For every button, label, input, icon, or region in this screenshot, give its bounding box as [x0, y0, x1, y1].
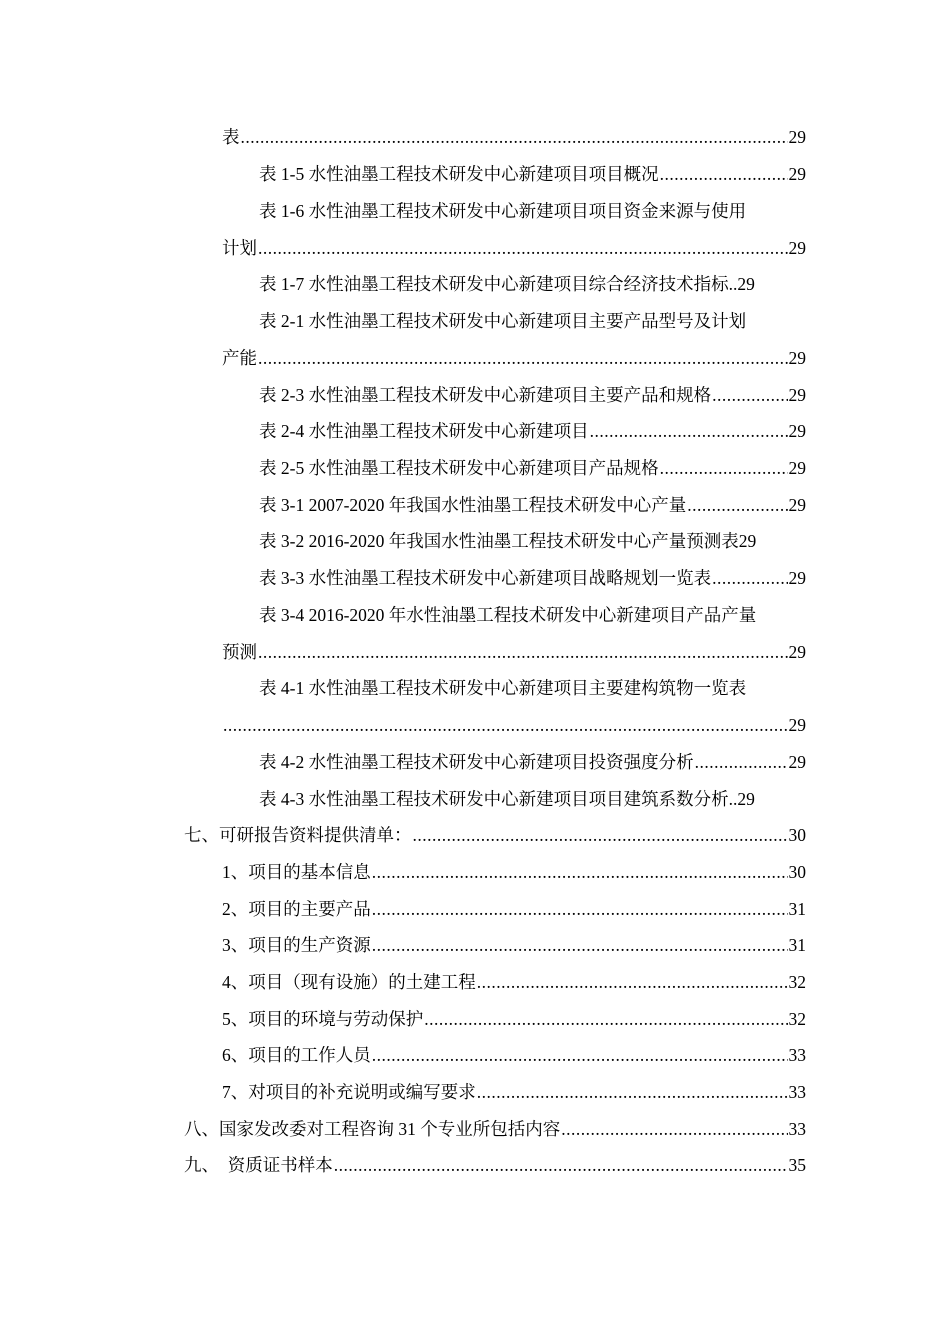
toc-entry-title: 表: [222, 127, 240, 147]
toc-entry[interactable]: [222, 1080, 806, 1104]
toc-entry[interactable]: [222, 897, 806, 921]
toc-entry-title: 表 2-3 水性油墨工程技术研发中心新建项目主要产品和规格: [259, 385, 712, 405]
toc-page-number: 29: [788, 458, 806, 478]
toc-entry-title[interactable]: 表 2-1 水性油墨工程技术研发中心新建项目主要产品型号及计划: [259, 311, 747, 331]
toc-entry[interactable]: [222, 125, 806, 149]
toc-page-number: 31: [788, 935, 806, 955]
toc-entry[interactable]: [222, 713, 806, 737]
toc-entry-title[interactable]: 表 3-4 2016-2020 年水性油墨工程技术研发中心新建项目产品产量: [259, 605, 757, 625]
toc-entry[interactable]: [259, 529, 806, 553]
toc-entry-title: 表 2-4 水性油墨工程技术研发中心新建项目: [259, 421, 589, 441]
toc-page-number: 29: [737, 789, 755, 809]
toc-entry[interactable]: [259, 419, 806, 443]
dot-leader: [223, 713, 788, 737]
toc-entry[interactable]: [222, 933, 806, 957]
toc-page-number: 29: [737, 274, 755, 294]
toc-entry[interactable]: [222, 346, 806, 370]
toc-entry[interactable]: [259, 162, 806, 186]
toc-page-number: 29: [738, 531, 757, 551]
toc-section[interactable]: [184, 1117, 806, 1141]
dot-leader: [258, 346, 788, 370]
toc-page-number: 31: [788, 899, 806, 919]
toc-page-number: 29: [788, 238, 806, 258]
toc-entry[interactable]: [222, 640, 806, 664]
toc-page-number: 29: [788, 348, 806, 368]
toc-entry-title[interactable]: 表 4-1 水性油墨工程技术研发中心新建项目主要建构筑物一览表: [259, 678, 747, 698]
toc-entry-title: 1、项目的基本信息: [222, 862, 371, 882]
toc-section[interactable]: [184, 1153, 806, 1177]
toc-page-number: 29: [788, 715, 806, 735]
toc-entry[interactable]: [222, 1043, 806, 1067]
toc-entry-title: 表 1-7 水性油墨工程技术研发中心新建项目综合经济技术指标..: [259, 274, 738, 294]
toc-entry-title: 表 2-5 水性油墨工程技术研发中心新建项目产品规格: [259, 458, 659, 478]
toc-page-number: 29: [788, 752, 806, 772]
toc-page-number: 33: [788, 1119, 806, 1139]
toc-entry[interactable]: [222, 1007, 806, 1031]
dot-leader: [477, 970, 788, 994]
dot-leader: [258, 236, 788, 260]
toc-entry-title: 表 4-3 水性油墨工程技术研发中心新建项目项目建筑系数分析..: [259, 789, 738, 809]
dot-leader: [372, 897, 788, 921]
dot-leader: [424, 1007, 787, 1031]
toc-entry[interactable]: [259, 456, 806, 480]
dot-leader: [241, 125, 788, 149]
dot-leader: [712, 566, 787, 590]
toc-page-number: 29: [788, 642, 806, 662]
toc-page-number: 32: [788, 972, 806, 992]
toc-page-number: 32: [788, 1009, 806, 1029]
toc-entry-title[interactable]: 表 1-6 水性油墨工程技术研发中心新建项目项目资金来源与使用: [259, 201, 747, 221]
toc-entry-title: 八、国家发改委对工程咨询 31 个专业所包括内容: [184, 1119, 561, 1139]
toc-entry-title: 九、 资质证书样本: [184, 1155, 333, 1175]
dot-leader: [660, 162, 788, 186]
toc-page-number: 29: [788, 568, 806, 588]
toc-entry[interactable]: [259, 493, 806, 517]
dot-leader: [695, 750, 788, 774]
toc-entry-title: 表 3-1 2007-2020 年我国水性油墨工程技术研发中心产量: [259, 495, 687, 515]
toc-entry[interactable]: [259, 750, 806, 774]
toc-entry-title: 七、可研报告资料提供清单：: [184, 825, 412, 845]
toc-entry-title: 5、项目的环境与劳动保护: [222, 1009, 424, 1029]
toc-entry[interactable]: [222, 860, 806, 884]
toc-page-number: 29: [788, 164, 806, 184]
dot-leader: [712, 383, 787, 407]
dot-leader: [561, 1117, 787, 1141]
toc-entry[interactable]: [259, 272, 806, 296]
toc-entry-title: 产能: [222, 348, 257, 368]
dot-leader: [334, 1153, 788, 1177]
dot-leader: [372, 860, 788, 884]
toc-entry-title: 4、项目（现有设施）的土建工程: [222, 972, 476, 992]
toc-page-number: 29: [788, 421, 806, 441]
toc-entry[interactable]: [259, 566, 806, 590]
toc-entry-title: 表 1-5 水性油墨工程技术研发中心新建项目项目概况: [259, 164, 659, 184]
toc-entry[interactable]: [222, 970, 806, 994]
dot-leader: [372, 933, 788, 957]
toc-page-number: 33: [788, 1045, 806, 1065]
dot-leader: [687, 493, 787, 517]
toc-entry[interactable]: [259, 787, 806, 811]
toc-entry-title: 3、项目的生产资源: [222, 935, 371, 955]
toc-page-number: 30: [788, 862, 806, 882]
toc-page-number: 29: [788, 127, 806, 147]
dot-leader: [413, 823, 788, 847]
dot-leader: [590, 419, 788, 443]
toc-entry-title: 表 3-3 水性油墨工程技术研发中心新建项目战略规划一览表: [259, 568, 712, 588]
dot-leader: [477, 1080, 788, 1104]
toc-entry[interactable]: [259, 383, 806, 407]
toc-entry[interactable]: [222, 236, 806, 260]
toc-section[interactable]: [184, 823, 806, 847]
toc-entry-title: 表 3-2 2016-2020 年我国水性油墨工程技术研发中心产量预测表: [259, 531, 739, 551]
toc-page-number: 30: [788, 825, 806, 845]
toc-page-number: 35: [788, 1155, 806, 1175]
dot-leader: [372, 1043, 788, 1067]
toc-page-number: 33: [788, 1082, 806, 1102]
toc-entry-title: 2、项目的主要产品: [222, 899, 371, 919]
dot-leader: [660, 456, 788, 480]
toc-entry-title: 表 4-2 水性油墨工程技术研发中心新建项目投资强度分析: [259, 752, 694, 772]
toc-entry-title: 预测: [222, 642, 257, 662]
toc-entry-title: 6、项目的工作人员: [222, 1045, 371, 1065]
toc-entry-title: 7、对项目的补充说明或编写要求: [222, 1082, 476, 1102]
toc-page-number: 29: [788, 495, 806, 515]
dot-leader: [258, 640, 788, 664]
toc-page-number: 29: [788, 385, 806, 405]
toc-entry-title: 计划: [222, 238, 257, 258]
